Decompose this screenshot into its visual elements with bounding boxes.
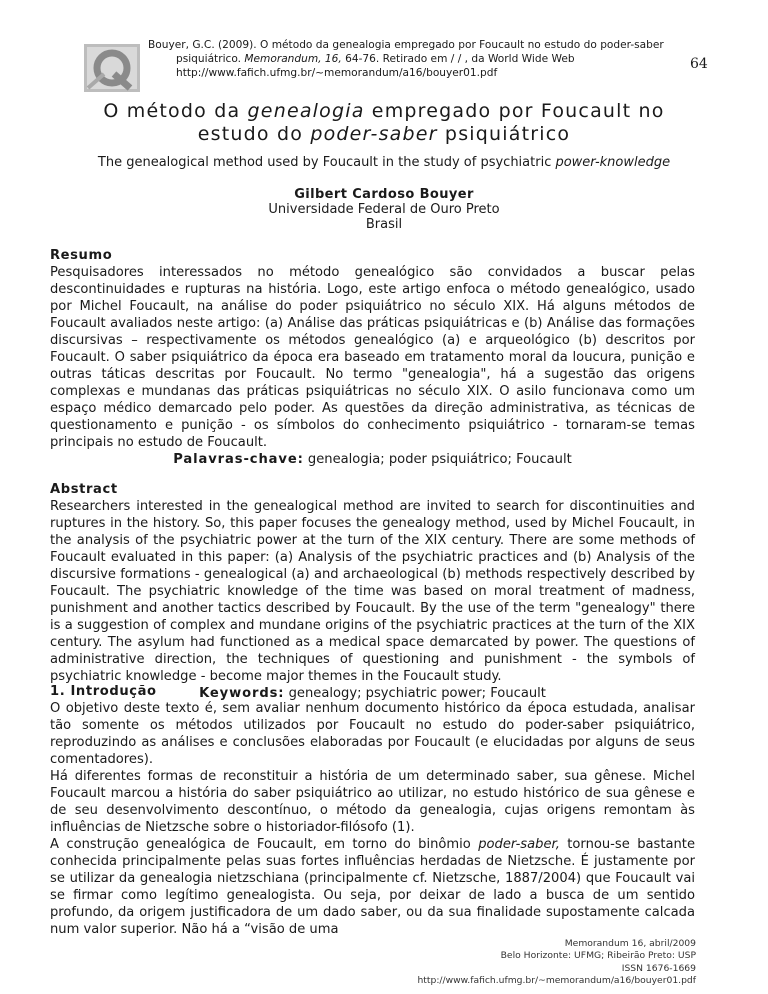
keywords-label: Keywords: [199, 686, 285, 701]
abstract-heading: Abstract [50, 482, 118, 497]
footer-issn: ISSN 1676-1669 [621, 962, 696, 974]
citation-text: 64-76. Retirado em / / , da World Wide Web [341, 53, 575, 65]
keywords-text: genealogia; poder psiquiátrico; Foucault [303, 452, 572, 467]
intro-paragraph-1: O objetivo deste texto é, sem avaliar nenhum documento histórico da época estudada, analisar tão somente os métodos utilizados por Foucault no estudo do poder-saber psiquiátrico, reproduzindo as análises e conclusões elaboradas por Foucault (e elucidadas por alguns de seus comentadores). [50, 701, 695, 767]
paragraph-emphasis: poder-saber, [478, 837, 560, 852]
article-title [0, 100, 768, 146]
citation-url: http://www.fafich.ufmg.br/~memorandum/a16/bouyer01.pdf [176, 67, 498, 79]
introduction-section [50, 683, 695, 938]
palavras-chave [50, 451, 695, 468]
title-text: O método da [103, 100, 248, 122]
citation-text: psiquiátrico. [176, 53, 245, 65]
intro-heading: 1. Introdução [50, 684, 157, 699]
paragraph-text: A construção genealógica de Foucault, em torno do binômio [50, 837, 479, 852]
author-block [0, 187, 768, 232]
intro-paragraph-2: Há diferentes formas de reconstituir a história de um determinado saber, sua gênese. Michel Foucault marcou a história do saber psiquiátrico ao utilizar, no estudo histórico de sua gênese e de seu desenvolvimento descontínuo, o método da genealogia, cujas origens remontam às influências de Nietzsche sobre o historiador-filósofo (1). [50, 769, 695, 835]
intro-paragraph-3 [50, 836, 695, 938]
journal-name: Memorandum, 16, [244, 53, 342, 65]
subtitle-emphasis: power-knowledge [555, 155, 671, 170]
resumo-text: Pesquisadores interessados no método genealógico são convidados a buscar pelas descontinuidades e rupturas na história. Logo, este artigo enfoca o método genealógico, usado por Michel Foucault, na análise do poder psiquiátrico no século XIX. Há alguns métodos de Foucault avaliados neste artigo: (a) Análise das práticas psiquiátricas e (b) Análise das formações discursivas – respectivamente os métodos genealógico (a) e arqueológico (b) descritos por Foucault. O saber psiquiátrico da época era baseado em tratamento moral da loucura, punição e outras táticas descritas por Foucault. No termo "genealogia", há a sugestão das origens complexas e mundanas das práticas psiquiátricas no século XIX. O asilo funcionava como um espaço médico demarcado pelo poder. As questões da direção administrativa, as técnicas de questionamento e punição - os símbolos do conhecimento psiquiátrico - tornaram-se temas principais no estudo de Foucault. [50, 265, 695, 450]
author-country: Brasil [365, 217, 403, 232]
citation-header [148, 38, 678, 80]
resumo-heading: Resumo [50, 248, 113, 263]
keywords-text: genealogy; psychiatric power; Foucault [284, 686, 546, 701]
footer-issue: Memorandum 16, abril/2009 [564, 938, 696, 949]
paragraph-text: tornou-se bastante conhecida principalmente pelas suas fortes influências herdadas de Nietzsche. É justamente por se utilizar da genealogia nietzschiana (principalmente cf. Nietzsche, 1887/2004) que Foucault vai se firmar como legítimo genealogista. Ou seja, por deixar de lado a busca de um sentido profundo, da origem justificadora de um dado saber, ou da sua finalidade supostamente calcada num valor superior. Não há a “visão de uma [50, 837, 695, 937]
title-emphasis: genealogia [247, 100, 365, 122]
page-number: 64 [690, 56, 708, 72]
citation-line-1: Bouyer, G.C. (2009). O método da genealogia empregado por Foucault no estudo do poder-saber [148, 39, 664, 51]
english-title [0, 155, 768, 170]
title-text: estudo do [197, 123, 311, 145]
title-emphasis: poder-saber [310, 123, 438, 145]
journal-footer [417, 938, 696, 988]
citation-line-2 [148, 52, 678, 66]
author-name: Gilbert Cardoso Bouyer [294, 187, 474, 202]
title-text: psiquiátrico [437, 123, 571, 145]
footer-location: Belo Horizonte: UFMG; Ribeirão Preto: USP [500, 950, 696, 962]
keywords-label: Palavras-chave: [173, 452, 304, 467]
author-institution: Universidade Federal de Ouro Preto [268, 202, 500, 217]
footer-url: http://www.fafich.ufmg.br/~memorandum/a16/bouyer01.pdf [417, 975, 696, 987]
title-text: empregado por Foucault no [364, 100, 665, 122]
abstract-text: Researchers interested in the genealogical method are invited to search for discontinuities and ruptures in the history. So, this paper focuses the genealogy method, used by Michel Foucault, in the analysis of the psychiatric power at the turn of the XIX century. There are some methods of Foucault evaluated in this paper: (a) Analysis of the psychiatric practices and (b) Analysis of the discursive formations - genealogical (a) and archaeological (b) methods respectively described by Foucault. The psychiatric knowledge of the time was based on moral treatment of madness, punishment and another tactics described by Foucault. By the use of the term "genealogy" there is a suggestion of complex and mundane origins of the psychiatric practices at the turn of the XIX century. The asylum had functioned as a medical space demarcated by power. The questions of administrative direction, the techniques of questioning and punishment - the symbols of psychiatric knowledge - become major themes in the Foucault study. [50, 499, 695, 684]
journal-logo [84, 44, 140, 92]
resumo-section [50, 247, 695, 468]
subtitle-text: The genealogical method used by Foucault in the study of psychiatric [97, 155, 556, 170]
abstract-section [50, 481, 695, 702]
